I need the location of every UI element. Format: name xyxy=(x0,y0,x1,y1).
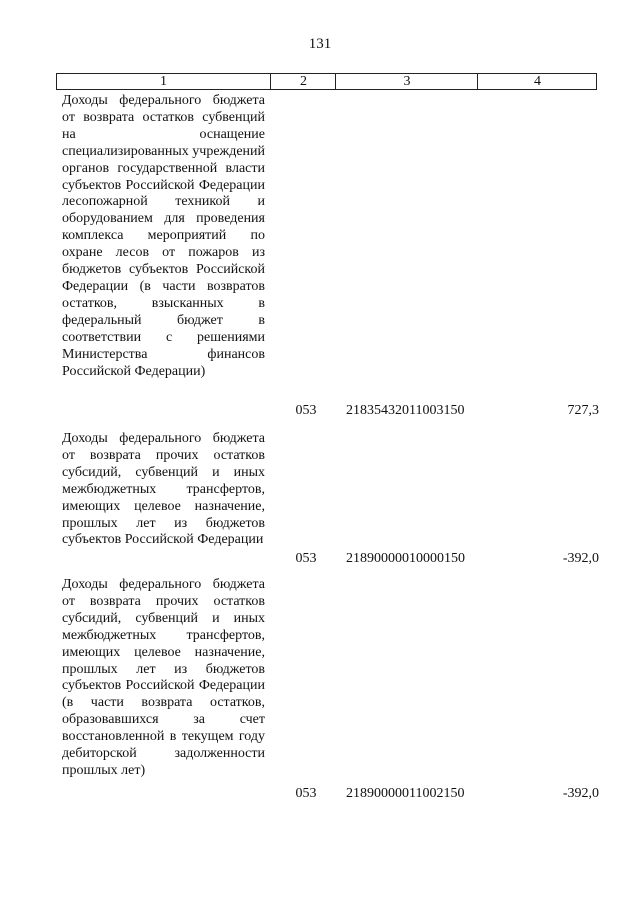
row-kbk-code: 21835432011003150 xyxy=(346,403,465,418)
table-header xyxy=(56,73,597,90)
row-kbk-code: 21890000011002150 xyxy=(346,786,465,801)
row-amount: -392,0 xyxy=(562,551,599,566)
row-admin-code: 053 xyxy=(295,403,317,418)
column-header-4: 4 xyxy=(477,74,597,89)
row-description: Доходы федерального бюджета от возврата прочих остатков субсидий, субвенций и иных межбюджетных трансфертов, имеющих целевое назначение, прошлых лет из бюджетов субъектов Российской Федерации xyxy=(62,431,265,548)
row-admin-code: 053 xyxy=(295,551,317,566)
row-kbk-code: 21890000010000150 xyxy=(346,551,465,566)
page-number: 131 xyxy=(308,36,332,52)
column-header-3: 3 xyxy=(335,74,478,89)
row-amount: 727,3 xyxy=(567,403,599,418)
row-amount: -392,0 xyxy=(562,786,599,801)
row-admin-code: 053 xyxy=(295,786,317,801)
row-description: Доходы федерального бюджета от возврата прочих остатков субсидий, субвенций и иных межбюджетных трансфертов, имеющих целевое назначение, прошлых лет из бюджетов субъектов Российской Федерации (в части возврата остатков, образовавшихся за счет восстановленной в текущем году дебиторской задолженности прошлых лет) xyxy=(62,577,265,778)
row-description: Доходы федерального бюджета от возврата остатков субвенций на оснащение специализированных учреждений органов государственной власти субъектов Российской Федерации лесопожарной техникой и оборудованием для проведения комплекса мероприятий по охране лесов от пожаров из бюджетов субъектов Российской Федерации (в части возвратов остатков, взысканных в федеральный бюджет в соответствии с решениями Министерства финансов Российской Федерации) xyxy=(62,93,266,379)
column-header-2: 2 xyxy=(270,74,336,89)
column-header-1: 1 xyxy=(160,74,167,89)
